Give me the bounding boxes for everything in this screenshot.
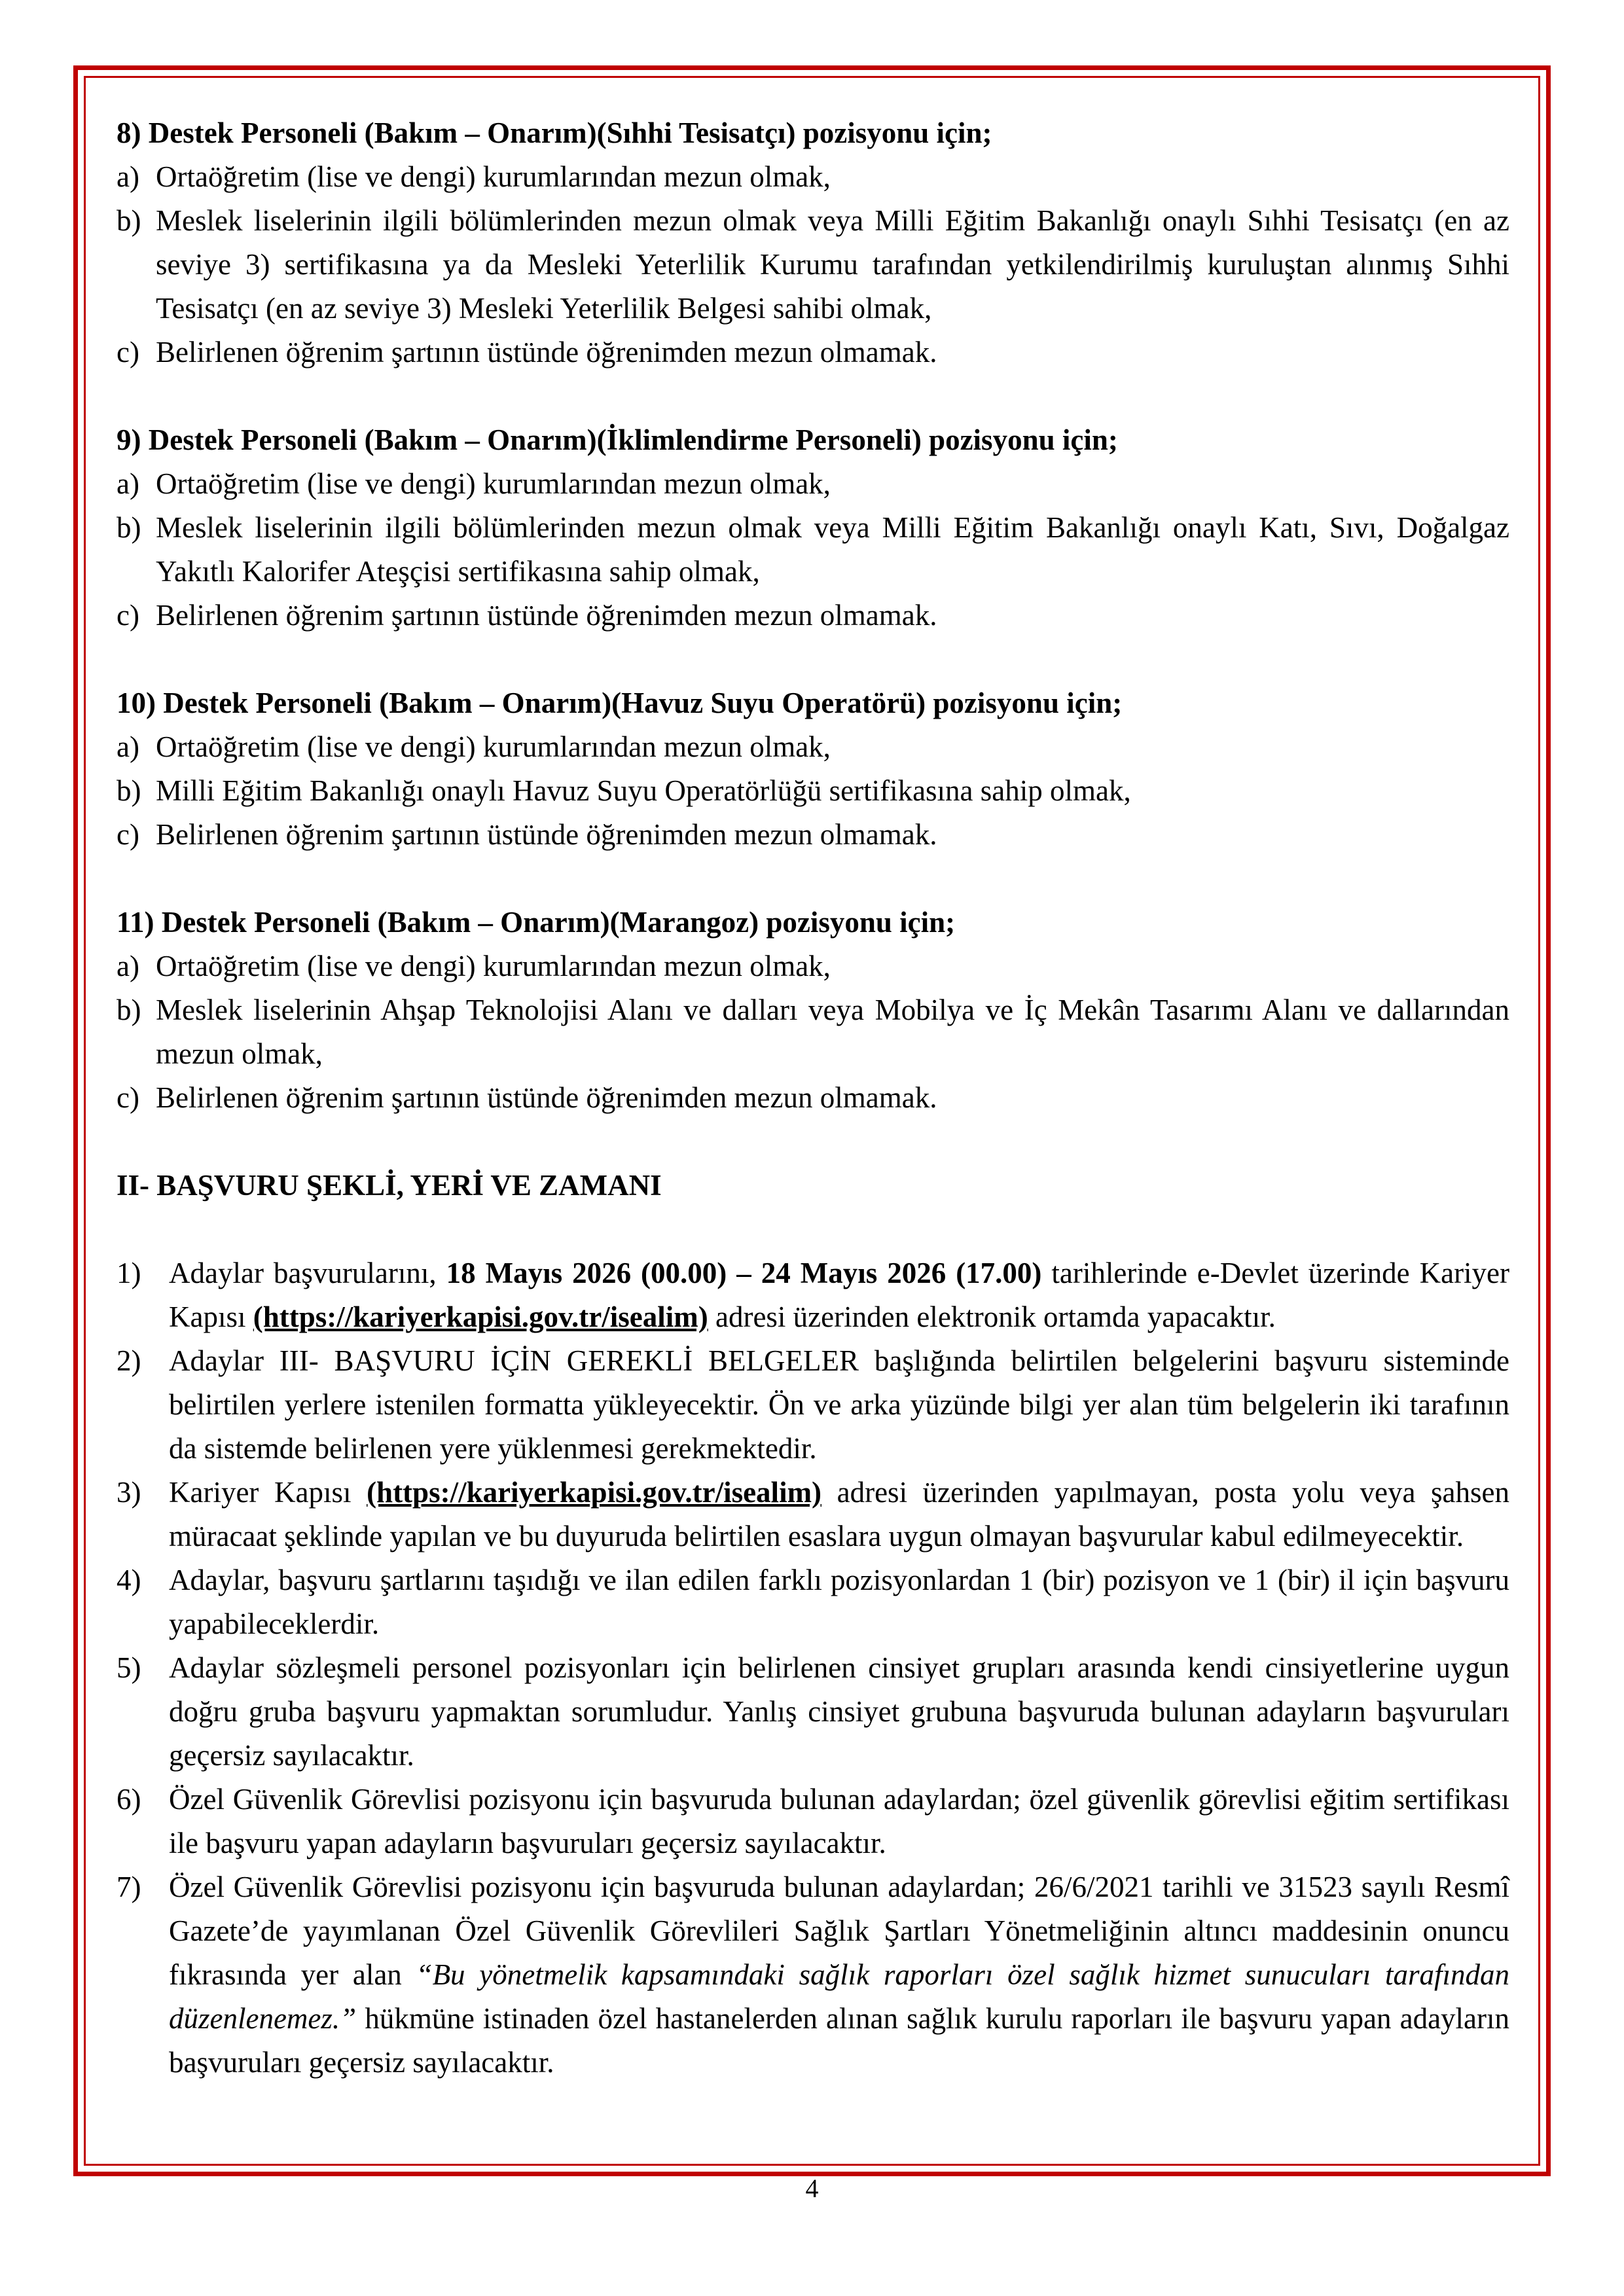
item-label: b) (117, 511, 141, 544)
item-text: Adaylar, başvuru şartlarını taşıdığı ve ilan edilen farklı pozisyonlardan 1 (bir) pozisyon ve 1 (bir) il için başvuru yapabileceklerdir. (169, 1564, 1509, 1640)
kariyer-kapisi-link[interactable]: (https://kariyerkapisi.gov.tr/isealim) (253, 1300, 708, 1333)
item-text: Kariyer Kapısı (169, 1476, 352, 1509)
section-heading-application: II- BAŞVURU ŞEKLİ, YERİ VE ZAMANI (117, 1169, 662, 1202)
list-item (117, 594, 1509, 637)
numbered-item-6 (117, 1778, 1509, 1865)
item-text: Belirlenen öğrenim şartının üstünde öğrenimden mezun olmamak. (156, 336, 937, 368)
item-text: Adaylar III- BAŞVURU İÇİN GEREKLİ BELGELER başlığında belirtilen belgelerini başvuru sisteminde belirtilen yerlere istenilen formatta yükleyecektir. Ön ve arka yüzünde bilgi yer alan tüm belgelerin iki tarafının da sistemde belirlenen yere yüklenmesi gerekmektedir. (169, 1344, 1509, 1465)
list-item (117, 944, 1509, 988)
item-text: Adaylar sözleşmeli personel pozisyonları için belirlenen cinsiyet grupları arasında kendi cinsiyetlerine uygun doğru gruba başvuru yapmaktan sorumludur. Yanlış cinsiyet grubuna başvuruda bulunan adayların başvuruları geçersiz sayılacaktır. (169, 1651, 1509, 1772)
numbered-item-7 (117, 1865, 1509, 2085)
requirement-section-8 (117, 111, 1509, 374)
item-text: Ortaöğretim (lise ve dengi) kurumlarından mezun olmak, (156, 467, 831, 500)
item-number: 1) (117, 1257, 141, 1289)
kariyer-kapisi-link[interactable]: (https://kariyerkapisi.gov.tr/isealim) (367, 1476, 822, 1509)
list-item (117, 462, 1509, 506)
item-number: 3) (117, 1476, 141, 1509)
item-text: Özel Güvenlik Görevlisi pozisyonu için başvuruda bulunan adaylardan; özel güvenlik görevlisi eğitim sertifikası ile başvuru yapan adayların başvuruları geçersiz sayılacaktır. (169, 1783, 1509, 1859)
item-text: Özel Güvenlik Görevlisi pozisyonu için başvuruda bulunan adaylardan; 26/6/2021 tarihli ve 31523 sayılı Resmî Gazete’de yayımlanan Özel Güvenlik Görevlileri Sağlık Şartları Yönetmeliğinin altıncı maddesinin onuncu fıkrasında yer alan (169, 1871, 1509, 1991)
list-item (117, 1076, 1509, 1120)
item-label: a) (117, 950, 139, 982)
item-label: b) (117, 994, 141, 1026)
list-item (117, 769, 1509, 813)
item-text: Milli Eğitim Bakanlığı onaylı Havuz Suyu Operatörlüğü sertifikasına sahip olmak, (156, 774, 1131, 807)
item-label: c) (117, 599, 139, 632)
item-text: Belirlenen öğrenim şartının üstünde öğrenimden mezun olmamak. (156, 1081, 937, 1114)
item-number: 5) (117, 1651, 141, 1684)
section-title: 8) Destek Personeli (Bakım – Onarım)(Sıhhi Tesisatçı) pozisyonu için; (117, 117, 992, 149)
requirement-section-10 (117, 681, 1509, 857)
numbered-item-1 (117, 1251, 1509, 1339)
item-text: Meslek liselerinin Ahşap Teknolojisi Alanı ve dalları veya Mobilya ve İç Mekân Tasarımı Alanı ve dallarından mezun olmak, (156, 994, 1509, 1070)
item-label: a) (117, 160, 139, 193)
numbered-item-3 (117, 1471, 1509, 1558)
item-text: Ortaöğretim (lise ve dengi) kurumlarından mezun olmak, (156, 950, 831, 982)
item-number: 2) (117, 1344, 141, 1377)
item-label: c) (117, 1081, 139, 1114)
item-text: hükmüne istinaden özel hastanelerden alınan sağlık kurulu raporları ile başvuru yapan adayların başvuruları geçersiz sayılacaktır. (169, 2002, 1510, 2079)
section-title: 11) Destek Personeli (Bakım – Onarım)(Marangoz) pozisyonu için; (117, 906, 956, 939)
item-text: adresi üzerinden yapılmayan, posta yolu veya şahsen müracaat şeklinde yapılan ve bu duyuruda belirtilen esaslara uygun olmayan başvurular kabul edilmeyecektir. (169, 1476, 1510, 1552)
numbered-item-2 (117, 1339, 1509, 1471)
item-label: a) (117, 467, 139, 500)
item-label: c) (117, 336, 139, 368)
numbered-item-4 (117, 1558, 1509, 1646)
document-body (117, 111, 1509, 2085)
item-number: 6) (117, 1783, 141, 1816)
list-item (117, 725, 1509, 769)
list-item (117, 813, 1509, 857)
item-label: b) (117, 204, 141, 237)
list-item (117, 331, 1509, 374)
list-item (117, 199, 1509, 331)
numbered-item-5 (117, 1646, 1509, 1778)
item-label: a) (117, 730, 139, 763)
item-text: Ortaöğretim (lise ve dengi) kurumlarından mezun olmak, (156, 160, 831, 193)
item-text: Ortaöğretim (lise ve dengi) kurumlarından mezun olmak, (156, 730, 831, 763)
list-item (117, 506, 1509, 594)
section-title: 10) Destek Personeli (Bakım – Onarım)(Havuz Suyu Operatörü) pozisyonu için; (117, 687, 1123, 719)
item-text: tarihlerinde e-Devlet üzerinde Kariyer Kapısı (169, 1257, 1510, 1333)
list-item (117, 155, 1509, 199)
item-text: Meslek liselerinin ilgili bölümlerinden mezun olmak veya Milli Eğitim Bakanlığı onaylı Sıhhi Tesisatçı (en az seviye 3) sertifikasına ya da Mesleki Yeterlilik Kurumu tarafından yetkilendirilmiş kuruluştan alınmış Sıhhi Tesisatçı (en az seviye 3) Mesleki Yeterlilik Belgesi sahibi olmak, (156, 204, 1509, 325)
requirement-section-11 (117, 901, 1509, 1120)
section-title: 9) Destek Personeli (Bakım – Onarım)(İklimlendirme Personeli) pozisyonu için; (117, 423, 1118, 456)
item-text: adresi üzerinden elektronik ortamda yapacaktır. (715, 1300, 1276, 1333)
item-label: b) (117, 774, 141, 807)
regulation-quote: “Bu yönetmelik kapsamındaki sağlık raporları özel sağlık hizmet sunucuları tarafından düzenlenemez.” (169, 1958, 1510, 2035)
application-dates: 18 Mayıs 2026 (00.00) – 24 Mayıs 2026 (17.00) (446, 1257, 1042, 1289)
requirement-section-9 (117, 418, 1509, 637)
item-text: Meslek liselerinin ilgili bölümlerinden mezun olmak veya Milli Eğitim Bakanlığı onaylı Katı, Sıvı, Doğalgaz Yakıtlı Kalorifer Ateşçisi sertifikasına sahip olmak, (156, 511, 1509, 588)
item-number: 7) (117, 1871, 141, 1903)
item-text: Belirlenen öğrenim şartının üstünde öğrenimden mezun olmamak. (156, 818, 937, 851)
list-item (117, 988, 1509, 1076)
item-text: Adaylar başvurularını, (169, 1257, 437, 1289)
item-number: 4) (117, 1564, 141, 1596)
item-text: Belirlenen öğrenim şartının üstünde öğrenimden mezun olmamak. (156, 599, 937, 632)
item-label: c) (117, 818, 139, 851)
page-number: 4 (805, 2174, 819, 2203)
